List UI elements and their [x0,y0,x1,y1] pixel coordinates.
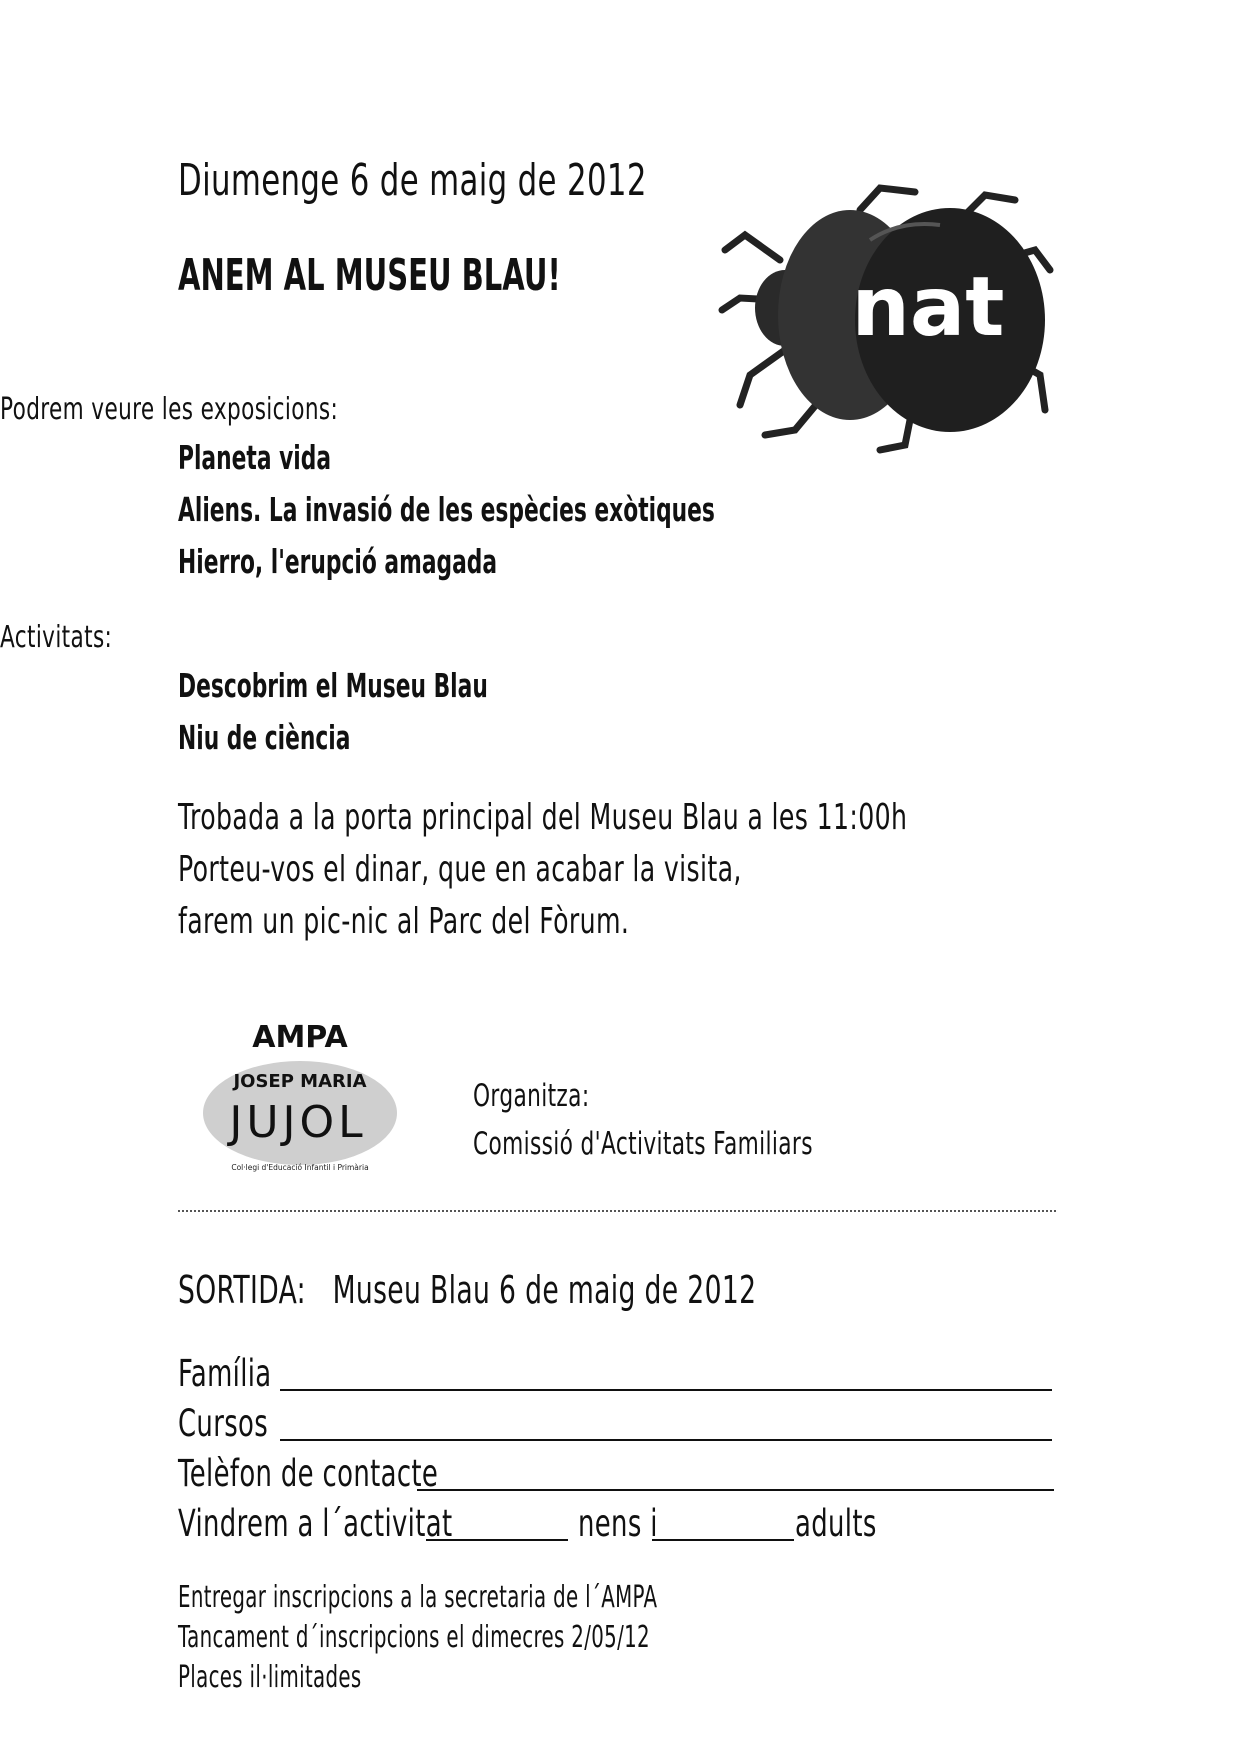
list-item: Niu de ciència [178,718,351,757]
adults-label: adults [795,1502,877,1545]
form-row-telefon [178,1452,1058,1502]
beetle-icon [710,180,1060,455]
telefon-field[interactable] [417,1489,1054,1491]
activities-list [178,666,647,770]
footer-line: Entregar inscripcions a la secretaria de l´AMPA [178,1580,658,1615]
organizer [473,1078,959,1174]
familia-label: Família [178,1352,272,1395]
event-title: ANEM AL MUSEU BLAU! [178,250,561,301]
form-row-familia [178,1352,1058,1402]
ampa-logo [200,1015,400,1175]
vindrem-label: Vindrem a l´activitat [178,1502,453,1545]
ampa-logo-middle: JOSEP MARIA [233,1071,367,1092]
event-date: Diumenge 6 de maig de 2012 [178,155,647,206]
meeting-info [178,797,1220,953]
footer-line: Places il·limitades [178,1660,362,1695]
ampa-logo-name: JUJOL [229,1097,367,1148]
activities-intro: Activitats: [0,620,113,655]
nens-count-field[interactable] [426,1539,568,1541]
telefon-label: Telèfon de contacte [178,1452,439,1495]
cut-line [178,1210,1056,1212]
nat-logo-text: nat [851,260,1005,355]
ampa-logo-top: AMPA [252,1020,348,1055]
form-row-cursos [178,1402,1058,1452]
cursos-label: Cursos [178,1402,269,1445]
exhibitions-list [178,438,991,594]
organizer-name: Comissió d'Activitats Familiars [473,1126,813,1162]
info-line: farem un pic-nic al Parc del Fòrum. [178,901,630,942]
exhibitions-intro: Podrem veure les exposicions: [0,392,339,427]
adults-count-field[interactable] [652,1539,794,1541]
form-heading-label: SORTIDA: [178,1268,306,1312]
list-item: Hierro, l'erupció amagada [178,542,498,581]
nens-label: nens i [578,1502,658,1545]
ampa-logo-subtitle: Col·legi d'Educació Infantil i Primària [231,1163,369,1172]
list-item: Descobrim el Museu Blau [178,666,488,705]
info-line: Trobada a la porta principal del Museu Blau a les 11:00h [178,797,908,838]
info-line: Porteu-vos el dinar, que en acabar la visita, [178,849,742,890]
cursos-field[interactable] [280,1439,1052,1441]
footer-notes [178,1580,904,1700]
list-item: Planeta vida [178,438,332,477]
form-heading-value: Museu Blau 6 de maig de 2012 [332,1268,757,1312]
form-row-vindrem [178,1502,1058,1552]
form-heading [178,1268,756,1312]
footer-line: Tancament d´inscripcions el dimecres 2/05/12 [178,1620,650,1655]
familia-field[interactable] [280,1389,1052,1391]
list-item: Aliens. La invasió de les espècies exòtiques [178,490,715,529]
organizer-label: Organitza: [473,1078,590,1114]
